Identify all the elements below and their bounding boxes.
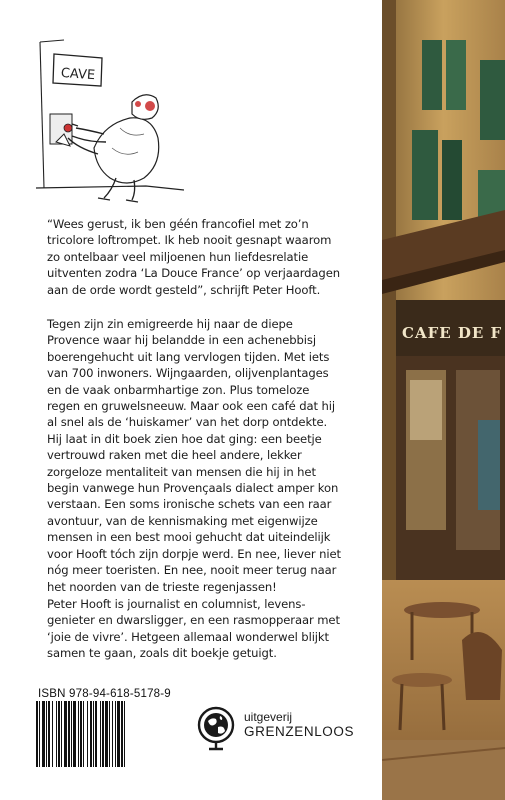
text-line: verstaan. Een soms ironische schets van een raar <box>47 497 332 512</box>
barcode-bar <box>93 701 94 767</box>
quote-paragraph <box>47 216 375 298</box>
text-line: regen en gruwelsneeuw. Maar ook een café dat hij <box>47 399 336 414</box>
barcode-bar <box>64 701 67 767</box>
barcode-bar <box>83 701 84 767</box>
barcode-bar <box>90 701 92 767</box>
text-line: vertrouwd raken met die heel andere, lekker <box>47 448 302 463</box>
cafe-sign-text: CAFE DE F <box>402 324 503 342</box>
barcode-bar <box>61 701 62 767</box>
text-line: van 700 inwoners. Wijngaarden, olijvenplantages <box>47 366 329 381</box>
text-line: aan de orde wordt gesteld”, schrijft Peter Hooft. <box>47 282 321 297</box>
barcode-bar <box>68 701 70 767</box>
globe-icon <box>196 705 236 751</box>
text-line: en de vaak onbarmhartige zon. Plus tomeloze <box>47 382 310 397</box>
isbn-text: ISBN 978-94-618-5178-9 <box>38 688 171 700</box>
barcode-bar <box>73 701 76 767</box>
text-line: het noorden van de trieste regenjassen! <box>47 579 277 594</box>
barcode-bar <box>124 701 125 767</box>
barcode-bar <box>46 701 47 767</box>
text-line: samen te gaan, zoals dit boekje getuigt. <box>47 646 277 661</box>
text-line: Hij laat in dit boek zien hoe dat ging: een beetje <box>47 431 322 446</box>
painted-cafe-facade <box>382 0 505 800</box>
barcode-bar <box>58 701 60 767</box>
author-bio-paragraph <box>47 596 375 662</box>
publisher-line1: uitgeverij <box>244 710 293 724</box>
publisher-line2: GRENZENLOOS <box>244 724 355 739</box>
text-line: uitventen zodra ‘La Douce France’ op verjaardagen <box>47 266 340 281</box>
text-line: zorgeloze mentaliteit van mensen die hij in het <box>47 464 316 479</box>
text-line: Peter Hooft is journalist en columnist, levens- <box>47 597 306 611</box>
barcode-bar <box>87 701 88 767</box>
text-line: nóg meer toeristen. En nee, nooit meer terug naar <box>47 563 337 578</box>
cave-sign-text: CAVE <box>60 65 96 84</box>
publisher-name <box>244 711 354 740</box>
text-line: avontuur, van de kennismaking met eigenwijze <box>47 513 318 528</box>
cartoon-illustration <box>34 38 184 206</box>
text-line: mensen in een best mooi gehucht dat uiteindelijk <box>47 530 331 545</box>
barcode-bar <box>102 701 104 767</box>
barcode-bar <box>115 701 116 767</box>
barcode-bar <box>42 701 45 767</box>
barcode-bar <box>56 701 57 767</box>
barcode-bar <box>71 701 72 767</box>
text-line: Provence waar hij belandde in een achenebbisj <box>47 333 316 348</box>
text-line: voor Hooft tóch zijn dorpje werd. En nee, liever niet <box>47 546 341 561</box>
text-line: zo ontelbaar veel miljoenen hun liefdesrelatie <box>47 249 309 264</box>
text-line: al snel als de ‘huiskamer’ van het dorp ontdekte. <box>47 415 328 430</box>
barcode-bar <box>105 701 108 767</box>
description-paragraph <box>47 316 375 595</box>
barcode-bar <box>109 701 110 767</box>
barcode-bar <box>78 701 79 767</box>
text-line: genieter en dwarsligger, en een rasmopperaar met <box>47 613 340 628</box>
text-line: ‘joie de vivre’. Hetgeen allemaal wonderwel blijkt <box>47 629 329 644</box>
barcode <box>34 701 182 767</box>
barcode-bar <box>80 701 82 767</box>
barcode-bar <box>52 701 53 767</box>
barcode-bar <box>36 701 38 767</box>
text-line: “Wees gerust, ik ben géén francofiel met zo’n <box>47 217 309 231</box>
barcode-bar <box>100 701 101 767</box>
barcode-bar <box>48 701 50 767</box>
barcode-bar <box>39 701 40 767</box>
barcode-bar <box>112 701 113 767</box>
text-line: tricolore loftrompet. Ik heb nooit gesnapt waarom <box>47 233 332 248</box>
barcode-bar <box>121 701 123 767</box>
text-line: begin vanwege hun Provençaals dialect amper kon <box>47 481 339 496</box>
barcode-bar <box>117 701 120 767</box>
text-line: boerengehucht uit lang vervlogen tijden. Met iets <box>47 349 330 364</box>
barcode-bar <box>95 701 97 767</box>
text-line: Tegen zijn zin emigreerde hij naar de diepe <box>47 317 293 331</box>
